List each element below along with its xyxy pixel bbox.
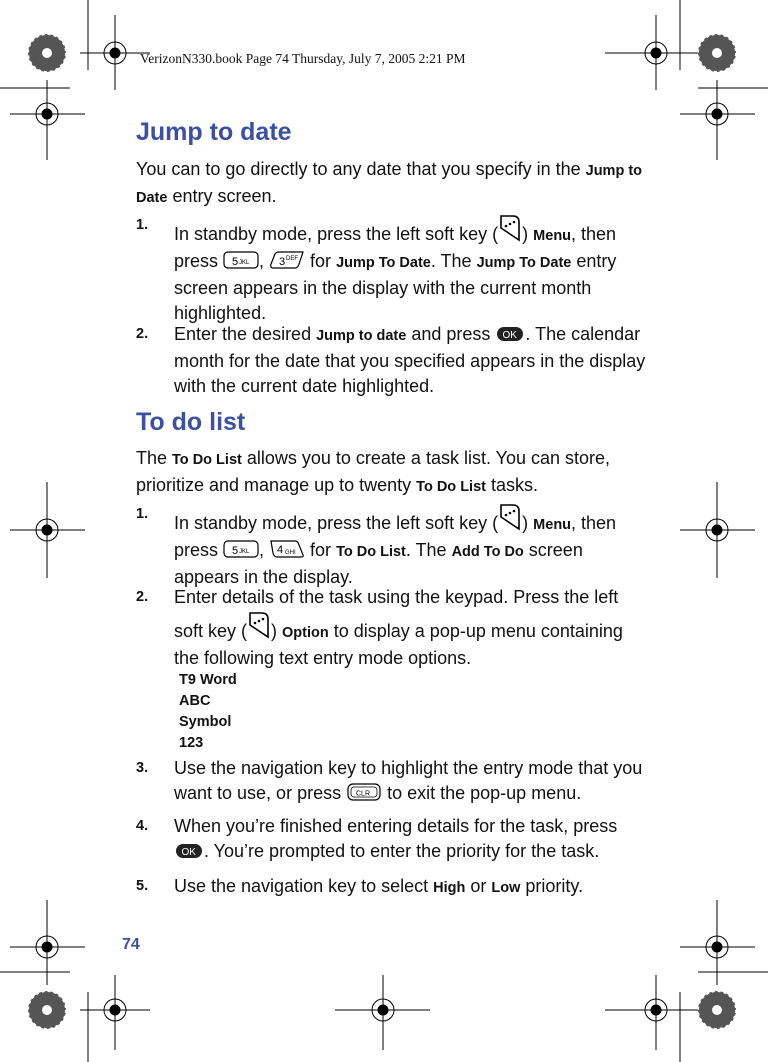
registration-mark-icon (605, 975, 700, 1050)
svg-text:OK: OK (181, 847, 196, 858)
key-3-icon (269, 250, 305, 270)
left-soft-key-icon (498, 213, 522, 243)
todo-step-1: 1. In standby mode, press the left soft key ( ) Menu, then press 5 JKL , 4 GHI for To Do List. The Add To Do screen appears in the display. (136, 502, 646, 590)
color-bar-icon (28, 991, 66, 1029)
option-item: 123 (179, 735, 204, 751)
left-soft-key-icon (498, 502, 522, 532)
section-title-to-do-list: To do list (136, 408, 246, 436)
todo-step-5: 5. Use the navigation key to select High or Low priority. (136, 876, 584, 896)
option-item: Symbol (179, 714, 232, 730)
svg-text:4: 4 (277, 544, 284, 556)
color-bar-icon (698, 34, 736, 72)
registration-mark-icon (680, 482, 755, 578)
color-bar-icon (698, 991, 736, 1029)
svg-text:CLR: CLR (356, 790, 371, 798)
intro-paragraph: You can to go directly to any date that you specify in the Jump to Date entry screen. (136, 159, 643, 206)
key-5-icon (223, 250, 259, 270)
step-2: 2. Enter the desired Jump to date and press OK . The calendar month for the date that you specified appears in the display with the current date highlighted. (136, 324, 646, 396)
registration-mark-icon (680, 80, 755, 160)
key-4-icon (269, 539, 305, 559)
svg-text:3: 3 (279, 256, 286, 268)
option-item: ABC (179, 693, 211, 709)
registration-mark-icon (335, 975, 430, 1050)
svg-text:5: 5 (232, 256, 239, 268)
clr-key-icon (346, 782, 382, 802)
todo-step-4: 4. When you’re finished entering details for the task, press OK . You’re prompted to enter the priority for the task. (136, 816, 618, 861)
section-title-jump-to-date: Jump to date (136, 118, 292, 146)
registration-mark-icon (10, 482, 85, 578)
svg-text:JKL: JKL (239, 549, 250, 555)
svg-text:GHI: GHI (285, 550, 296, 556)
todo-intro-paragraph: The To Do List allows you to create a task list. You can store, prioritize and manage up to twenty To Do List tasks. (136, 448, 611, 495)
svg-text:5: 5 (232, 545, 239, 557)
left-soft-key-icon (247, 610, 271, 640)
key-5-icon (223, 539, 259, 559)
svg-text:JKL: JKL (239, 260, 250, 266)
step-1: 1. In standby mode, press the left soft key ( ) Menu, then press 5 JKL , 3 DEF for Jump To Date. The Jump To Date entry screen appears in the display with the current month highlighted. (136, 213, 646, 326)
option-item: T9 Word (179, 672, 237, 688)
color-bar-icon (28, 34, 66, 72)
ok-key-icon (495, 325, 525, 343)
svg-text:DEF: DEF (286, 256, 299, 262)
todo-step-2: 2. Enter details of the task using the keypad. Press the left soft key ( ) Option to display a pop-up menu containing the following text entry mode options. (136, 587, 623, 668)
entry-mode-options (179, 670, 237, 754)
registration-mark-icon (10, 80, 85, 160)
ok-key-icon (174, 842, 204, 860)
page-number: 74 (122, 936, 140, 953)
registration-mark-icon (605, 15, 700, 90)
svg-text:OK: OK (502, 330, 518, 341)
book-file-info: VerizonN330.book Page 74 Thursday, July 7, 2005 2:21 PM (140, 51, 466, 66)
todo-step-3: 3. Use the navigation key to highlight the entry mode that you want to use, or press CLR to exit the pop-up menu. (136, 758, 643, 803)
registration-mark-icon (80, 975, 150, 1050)
